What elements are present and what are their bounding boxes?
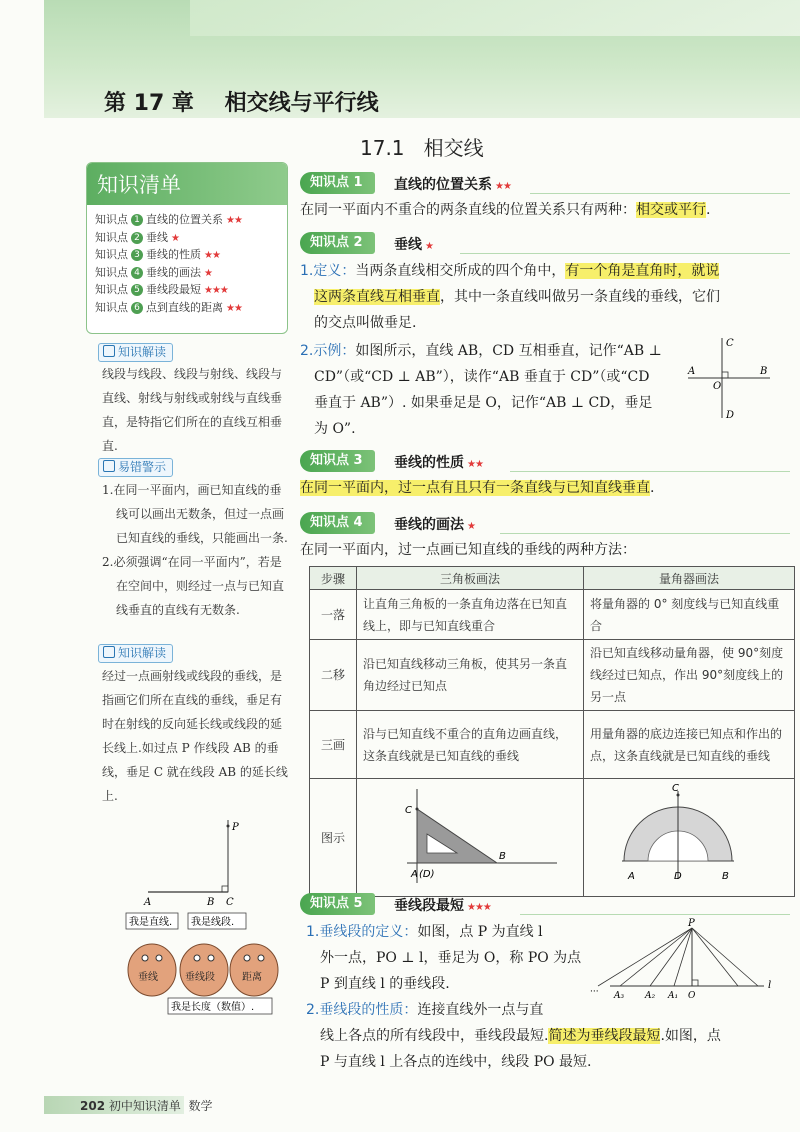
text: CD”（或“CD ⊥ AB”），读作“AB 垂直于 CD”（或“CD xyxy=(314,369,650,385)
label-o: O xyxy=(713,381,722,392)
character-label: 垂线 xyxy=(138,972,158,983)
kp2-example xyxy=(300,338,710,442)
toc-label: 垂线 xyxy=(146,230,168,244)
right-angle-mark xyxy=(692,980,698,986)
protractor-method-cell: 沿已知直线移动量角器，使 90°刻度线经过已知点，作出 90°刻度线上的另一点 xyxy=(584,640,795,711)
toc-prefix: 知识点 xyxy=(95,213,128,226)
label-o: O xyxy=(688,991,696,1001)
triangle-ruler-figure xyxy=(357,779,583,889)
label-a: A xyxy=(411,869,418,880)
step-cell: 二移 xyxy=(310,640,357,711)
warning-item: 1.在同一平面内，画已知直线的垂线可以画出无数条，但过一点画已知直线的垂线，只能画出一条. xyxy=(102,483,288,545)
footer xyxy=(80,1097,213,1114)
text: 当两条直线相交所成的四个角中， xyxy=(355,263,566,279)
kp-title xyxy=(394,234,433,254)
perpendicular-figure xyxy=(684,336,774,424)
kp5-definition xyxy=(306,919,590,997)
right-angle-mark xyxy=(222,886,228,892)
text: P 与直线 l 上各点的连线中，线段 PO 最短. xyxy=(320,1054,592,1070)
kp-title-text: 垂线的性质 xyxy=(394,455,464,471)
column-header: 步骤 xyxy=(310,567,357,590)
text: 如图，点 P 为直线 l xyxy=(417,924,543,940)
kp-title xyxy=(394,452,483,472)
text: 垂直于 AB”）. 如果垂足是 O，记作“AB ⊥ CD，垂足 xyxy=(314,395,653,411)
item-label: 1.定义： xyxy=(300,263,356,279)
label-a2: A₂ xyxy=(645,991,656,1001)
toc-label: 垂线的性质 xyxy=(146,248,201,261)
item-label: 2.垂线段的性质： xyxy=(306,1002,418,1018)
kp2-definition xyxy=(300,258,790,336)
page-number: 202 xyxy=(80,1099,106,1113)
number-badge: 3 xyxy=(131,249,143,261)
kp1-text xyxy=(300,197,790,223)
toc-prefix: 知识点 xyxy=(95,265,128,279)
number-badge: 1 xyxy=(131,214,143,226)
toc-item[interactable] xyxy=(95,299,287,317)
star-rating: ★★ xyxy=(467,459,483,470)
segment xyxy=(692,928,758,986)
highlight: 相交或平行 xyxy=(636,202,706,218)
toc-prefix: 知识点 xyxy=(95,230,128,244)
item-label: 2.示例： xyxy=(300,343,356,359)
label-a: A xyxy=(688,366,696,377)
toc-item[interactable] xyxy=(95,264,287,282)
knowledge-list-header: 知识清单 xyxy=(87,163,287,205)
number-badge: 6 xyxy=(131,302,143,314)
table-row xyxy=(310,640,795,711)
column-header: 量角器画法 xyxy=(584,567,795,590)
text: . xyxy=(650,480,655,496)
label-p: P xyxy=(232,822,239,833)
kp-title-text: 垂线 xyxy=(394,237,422,253)
toc-label: 垂线的画法 xyxy=(146,265,201,279)
triangle-figure-cell xyxy=(357,779,584,897)
toc-item[interactable] xyxy=(95,229,287,247)
triangle-method-cell: 沿已知直线移动三角板，使其另一条直角边经过已知点 xyxy=(357,640,584,711)
text: 连接直线外一点与直 xyxy=(417,1002,544,1018)
text: 的交点叫做垂足. xyxy=(314,315,417,331)
protractor-method-cell: 将量角器的 0° 刻度线与已知直线重合 xyxy=(584,590,795,640)
kp-divider xyxy=(520,914,790,915)
highlight: 在同一平面内，过一点有且只有一条直线与已知直线垂直 xyxy=(300,480,650,496)
star-rating: ★★ xyxy=(204,250,220,261)
text: ，其中一条直线叫做另一条直线的垂线，它们 xyxy=(440,289,720,305)
star-rating: ★★ xyxy=(495,181,511,192)
label-a3: A₃ xyxy=(614,991,625,1001)
book-icon xyxy=(103,345,115,357)
character-body xyxy=(230,944,278,996)
text: 如图所示，直线 AB，CD 互相垂直，记作“AB ⊥ xyxy=(355,343,662,359)
kp-title xyxy=(394,895,491,915)
kp-divider xyxy=(500,533,790,534)
knowledge-interpretation-tag xyxy=(98,343,173,362)
label-c: C xyxy=(226,897,234,908)
triangle-method-cell: 让直角三角板的一条直角边落在已知直线上，即与已知直线重合 xyxy=(357,590,584,640)
kp-tag: 知识点 3 xyxy=(300,450,375,472)
kp-tag: 知识点 1 xyxy=(300,172,375,194)
star-rating: ★★ xyxy=(226,215,242,226)
triangle-method-cell: 沿与已知直线不重合的直角边画直线，这条直线就是已知直线的垂线 xyxy=(357,711,584,779)
book-icon xyxy=(103,646,115,658)
table-header-row xyxy=(310,567,795,590)
error-warning-tag xyxy=(98,458,173,477)
segment xyxy=(598,928,692,986)
step-cell: 一落 xyxy=(310,590,357,640)
chapter-title: 第 17 章 相交线与平行线 xyxy=(104,91,379,116)
label-b: B xyxy=(499,851,506,862)
kp4-intro xyxy=(300,537,790,563)
text: . xyxy=(706,202,711,218)
label-d: (D) xyxy=(419,869,435,880)
kp-tag: 知识点 5 xyxy=(300,893,375,915)
speech-text: 我是直线. xyxy=(129,917,173,928)
label-d: D xyxy=(674,871,682,882)
protractor-figure-cell xyxy=(584,779,795,897)
knowledge-list xyxy=(87,205,287,316)
table-row xyxy=(310,590,795,640)
character-body xyxy=(128,944,176,996)
table-row xyxy=(310,779,795,897)
label-b: B xyxy=(207,897,215,908)
kp-tag: 知识点 2 xyxy=(300,232,375,254)
number-badge: 2 xyxy=(131,232,143,244)
segment-pa1 xyxy=(674,928,692,986)
text: P 到直线 l 的垂线段. xyxy=(320,976,450,992)
tag-label: 知识解读 xyxy=(118,345,167,359)
sidebar-warning xyxy=(102,478,288,622)
star-rating: ★★★ xyxy=(204,285,228,296)
speech-text: 我是线段. xyxy=(191,917,235,928)
cartoon-illustration xyxy=(112,910,288,1016)
drawing-methods-table xyxy=(309,566,795,897)
section-title: 17.1 相交线 xyxy=(360,136,484,160)
character-body xyxy=(180,944,228,996)
segment xyxy=(692,928,738,986)
knowledge-interpretation-tag xyxy=(98,644,173,663)
point-p xyxy=(227,825,230,828)
extension-perpendicular-figure xyxy=(130,810,260,910)
star-rating: ★ xyxy=(467,521,475,532)
label-d: D xyxy=(726,410,735,421)
highlight: 简述为垂线段最短 xyxy=(548,1028,661,1044)
kp-divider xyxy=(460,253,790,254)
column-header: 三角板画法 xyxy=(357,567,584,590)
star-rating: ★ xyxy=(204,267,212,279)
step-cell: 图示 xyxy=(310,779,357,897)
kp-divider xyxy=(530,193,790,194)
label-b: B xyxy=(722,871,729,882)
label-c: C xyxy=(405,805,412,816)
kp-tag: 知识点 4 xyxy=(300,512,375,534)
kp-title-text: 直线的位置关系 xyxy=(394,177,492,193)
sidebar-note xyxy=(102,362,288,458)
toc-item[interactable] xyxy=(95,281,287,299)
label-p: P xyxy=(688,918,695,929)
warning-item: 2.必须强调“在同一平面内”，若是在空间中，则经过一点与已知直线垂直的直线有无数条. xyxy=(102,555,285,617)
sidebar-note-text: 经过一点画射线或线段的垂线，是指画它们所在直线的垂线，垂足有时在射线的反向延长线或线段的延长线上.如过点 P 作线段 AB 的垂线，垂足 C 就在线段 AB 的延长线上. xyxy=(102,669,288,803)
sidebar-note-text: 线段与线段、线段与射线、线段与直线、射线与射线或射线与直线垂直，是特指它们所在的直线互相垂直. xyxy=(102,367,283,453)
star-rating: ★ xyxy=(425,241,433,252)
star-rating: ★★★ xyxy=(467,902,491,913)
text: 为 O”. xyxy=(314,421,356,437)
highlight: 有一个角是直角时，就说 xyxy=(565,263,720,279)
label-a1: A₁ xyxy=(668,991,679,1001)
kp3-text xyxy=(300,475,790,501)
number-badge: 5 xyxy=(131,284,143,296)
star-rating: ★ xyxy=(171,232,179,244)
label-b: B xyxy=(760,366,768,377)
knowledge-list-box xyxy=(86,162,288,334)
text: 外一点，PO ⊥ l，垂足为 O，称 PO 为点 xyxy=(320,950,582,966)
toc-prefix: 知识点 xyxy=(95,248,128,261)
text: 线上各点的所有线段中，垂线段最短. xyxy=(320,1028,549,1044)
toc-label: 垂线段最短 xyxy=(146,283,201,296)
kp-title xyxy=(394,514,475,534)
tag-label: 知识解读 xyxy=(118,646,167,660)
text: .如图，点 xyxy=(660,1028,721,1044)
kp5-property xyxy=(306,997,796,1075)
speech-text: 我是长度（数值）. xyxy=(171,1002,255,1013)
label-a: A xyxy=(144,897,152,908)
text: 在同一平面内，过一点画已知直线的垂线的两种方法： xyxy=(300,542,636,558)
label-c: C xyxy=(672,783,679,794)
label-l: l xyxy=(768,980,772,991)
kp-title xyxy=(394,174,511,194)
protractor-method-cell: 用量角器的底边连接已知点和作出的点，这条直线就是已知直线的垂线 xyxy=(584,711,795,779)
label-c: C xyxy=(726,338,734,349)
banner-stripe xyxy=(190,0,800,36)
toc-prefix: 知识点 xyxy=(95,283,128,296)
item-label: 1.垂线段的定义： xyxy=(306,924,418,940)
right-angle-mark xyxy=(722,372,728,378)
warning-icon xyxy=(103,460,115,472)
text: 在同一平面内不重合的两条直线的位置关系只有两种： xyxy=(300,202,636,218)
toc-label: 点到直线的距离 xyxy=(146,300,223,314)
kp-title-text: 垂线段最短 xyxy=(394,898,464,914)
character-label: 距离 xyxy=(242,972,262,983)
table-row xyxy=(310,711,795,779)
character-label: 垂线段 xyxy=(185,972,215,983)
tag-label: 易错警示 xyxy=(118,460,167,474)
toc-label: 直线的位置关系 xyxy=(146,213,223,226)
star-rating: ★★ xyxy=(226,302,242,314)
protractor-figure xyxy=(584,779,794,889)
toc-item[interactable] xyxy=(95,211,287,229)
toc-prefix: 知识点 xyxy=(95,300,128,314)
label-a: A xyxy=(628,871,635,882)
number-badge: 4 xyxy=(131,267,143,279)
sidebar-note xyxy=(102,664,288,808)
highlight: 这两条直线互相垂直 xyxy=(314,289,440,305)
toc-item[interactable] xyxy=(95,246,287,264)
kp-divider xyxy=(510,471,790,472)
ellipsis: ··· xyxy=(590,987,599,997)
book-title: 初中知识清单 数学 xyxy=(108,1099,213,1113)
step-cell: 三画 xyxy=(310,711,357,779)
kp-title-text: 垂线的画法 xyxy=(394,517,464,533)
shortest-perpendicular-figure xyxy=(588,918,788,1004)
